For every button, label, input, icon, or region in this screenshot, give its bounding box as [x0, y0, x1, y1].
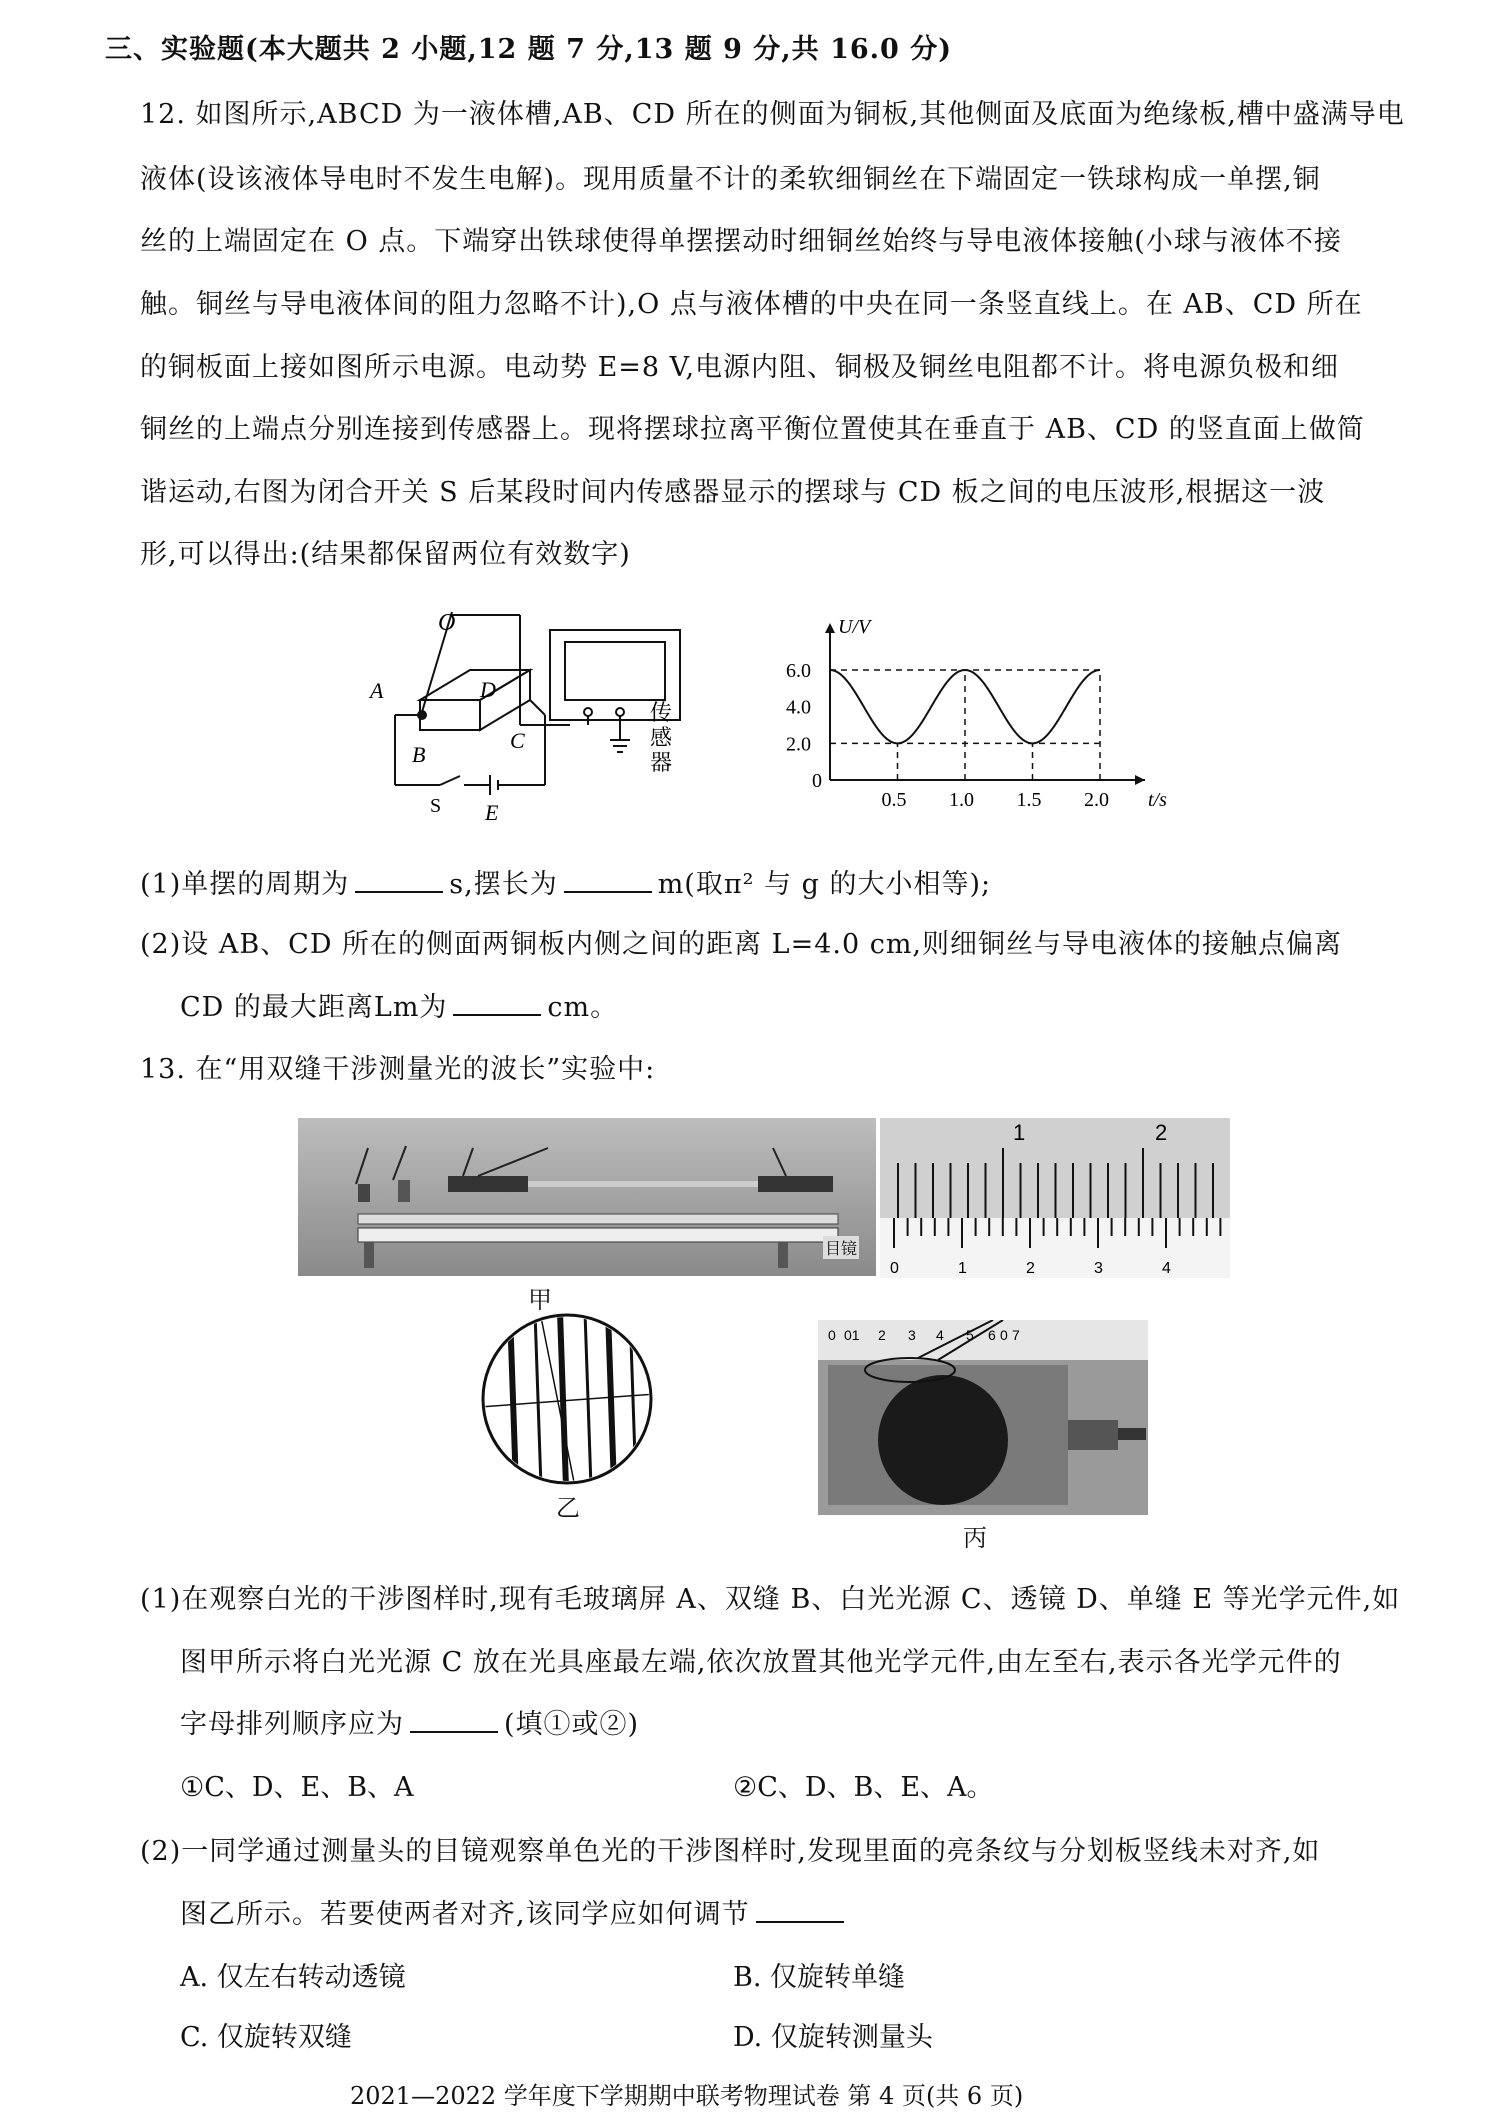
option-2: ②C、D、B、E、A。	[733, 1772, 994, 1803]
vernier-number-0: 0	[828, 1327, 836, 1343]
pendulum-apparatus-diagram	[360, 600, 700, 840]
option-1: ①C、D、E、B、A	[180, 1772, 414, 1803]
q13-sub1-line-3	[180, 1705, 639, 1745]
ruler-number-3: 3	[1094, 1260, 1103, 1277]
sensor-label-1: 传	[650, 700, 673, 725]
vernier-number-7: 0	[1000, 1327, 1008, 1343]
label-S: S	[430, 795, 442, 817]
figure-caption-bing: 丙	[963, 1524, 987, 1552]
voltage-waveform-chart	[760, 615, 1180, 810]
x-tick-label-2: 1.5	[1016, 789, 1042, 810]
vernier-number-5: 5	[966, 1327, 974, 1343]
y-axis-label: U/V	[838, 616, 871, 638]
q12-line-7: 谐运动,右图为闭合开关 S 后某段时间内传感器显示的摆球与 CD 板之间的电压波形,根据这一波	[140, 477, 1326, 508]
answer-blank-length[interactable]	[564, 867, 652, 893]
x-tick-label-3: 2.0	[1084, 789, 1109, 810]
answer-blank-period[interactable]	[355, 867, 443, 893]
choice-d: D. 仅旋转测量头	[733, 2022, 933, 2053]
vernier-number-3: 3	[908, 1327, 916, 1343]
q12-sub1-text-a: (1)单摆的周期为	[140, 869, 350, 900]
q12-line-6: 铜丝的上端点分别连接到传感器上。现将摆球拉离平衡位置使其在垂直于 AB、CD 的竖直面上做简	[140, 414, 1365, 445]
ruler-number-1: 1	[958, 1260, 967, 1277]
y-tick-label-1: 4.0	[786, 696, 811, 719]
label-E: E	[485, 800, 499, 825]
fringe-eyepiece-view	[480, 1312, 655, 1487]
section-title: 三、实验题(本大题共 2 小题,12 题 7 分,13 题 9 分,共 16.0 分)	[105, 34, 953, 65]
x-tick-label-0: 0.5	[881, 789, 907, 810]
optical-bench-photo	[298, 1118, 876, 1276]
x-tick-label-1: 1.0	[949, 789, 974, 810]
eyepiece-label: 目镜	[823, 1236, 859, 1259]
label-O: O	[438, 610, 456, 636]
label-A: A	[370, 678, 384, 703]
q12-sub2-text-a: CD 的最大距离Lm为	[180, 992, 448, 1023]
page-footer: 2021—2022 学年度下学期期中联考物理试卷 第 4 页(共 6 页)	[350, 2082, 1024, 2110]
vernier-number-8: 7	[1012, 1327, 1020, 1343]
q12-line-1: 12. 如图所示,ABCD 为一液体槽,AB、CD 所在的侧面为铜板,其他侧面及底面为绝缘板,槽中盛满导电	[140, 99, 1405, 130]
q12-sub2-text-b: cm。	[547, 992, 619, 1023]
answer-blank-order[interactable]	[410, 1707, 498, 1733]
sensor-label-3: 器	[650, 750, 673, 775]
q12-line-5: 的铜板面上接如图所示电源。电动势 E=8 V,电源内阻、铜极及铜丝电阻都不计。将电源负极和细	[140, 352, 1340, 383]
ruler-number-0: 0	[890, 1260, 899, 1277]
choice-c: C. 仅旋转双缝	[180, 2022, 352, 2053]
scale-label-2: 2	[1155, 1120, 1168, 1145]
vernier-number-1: 01	[844, 1327, 860, 1343]
vernier-number-6: 6	[988, 1327, 996, 1343]
choice-b: B. 仅旋转单缝	[733, 1962, 906, 1993]
q13-sub1-text-a: 字母排列顺序应为	[180, 1709, 404, 1740]
q13-title: 13. 在“用双缝干涉测量光的波长”实验中:	[140, 1054, 656, 1085]
q12-line-8: 形,可以得出:(结果都保留两位有效数字)	[140, 539, 631, 570]
q13-sub2-line-1: (2)一同学通过测量头的目镜观察单色光的干涉图样时,发现里面的亮条纹与分划板竖线未对齐,如	[140, 1836, 1321, 1867]
answer-blank-adjust[interactable]	[756, 1897, 844, 1923]
vernier-number-4: 4	[936, 1327, 944, 1343]
q12-line-4: 触。铜丝与导电液体间的阻力忽略不计),O 点与液体槽的中央在同一条竖直线上。在 AB、CD 所在	[140, 289, 1363, 320]
q12-sub1-text-b: s,摆长为	[449, 869, 558, 900]
q13-sub1-text-b: (填①或②)	[504, 1709, 640, 1740]
measuring-head-photo	[818, 1320, 1148, 1515]
ruler-number-4: 4	[1162, 1260, 1171, 1277]
label-B: B	[412, 742, 426, 767]
answer-blank-distance[interactable]	[453, 990, 541, 1016]
sensor-label-2: 感	[650, 725, 673, 750]
optical-bench-drawing	[298, 1118, 876, 1276]
label-D: D	[480, 677, 496, 702]
scale-ruler-image	[880, 1118, 1230, 1278]
y-tick-label-0: 6.0	[786, 660, 811, 682]
y-axis-arrow	[825, 623, 835, 633]
choice-a: A. 仅左右转动透镜	[180, 1962, 406, 1993]
q12-sub1-text-c: m(取π² 与 g 的大小相等);	[657, 869, 992, 900]
figure-caption-yi: 乙	[556, 1494, 580, 1522]
q13-sub2-text: 图乙所示。若要使两者对齐,该同学应如何调节	[180, 1899, 750, 1930]
q12-sub2-line-2	[180, 988, 618, 1028]
q13-sub2-line-2	[180, 1895, 850, 1935]
label-C: C	[510, 728, 525, 753]
x-axis-label: t/s	[1148, 789, 1167, 810]
q13-sub1-line-1: (1)在观察白光的干涉图样时,现有毛玻璃屏 A、双缝 B、白光光源 C、透镜 D、单缝 E 等光学元件,如	[140, 1584, 1401, 1615]
q12-sub1	[140, 865, 991, 905]
x-axis-arrow	[1135, 775, 1145, 785]
scale-label-1: 1	[1013, 1120, 1026, 1145]
q12-sub2-line-1: (2)设 AB、CD 所在的侧面两铜板内侧之间的距离 L=4.0 cm,则细铜丝与导电液体的接触点偏离	[140, 929, 1343, 960]
y-tick-label-3: 0	[812, 770, 822, 792]
q12-line-3: 丝的上端固定在 O 点。下端穿出铁球使得单摆摆动时细铜丝始终与导电液体接触(小球与液体不接	[140, 226, 1342, 257]
q13-sub1-line-2: 图甲所示将白光光源 C 放在光具座最左端,依次放置其他光学元件,由左至右,表示各光学元件的	[180, 1647, 1342, 1678]
figure-caption-jia: 甲	[528, 1286, 552, 1314]
ruler-number-2: 2	[1026, 1260, 1035, 1277]
vernier-number-2: 2	[878, 1327, 886, 1343]
y-tick-label-2: 2.0	[786, 733, 811, 756]
q12-line-2: 液体(设该液体导电时不发生电解)。现用质量不计的柔软细铜丝在下端固定一铁球构成一单摆,铜	[140, 164, 1321, 195]
